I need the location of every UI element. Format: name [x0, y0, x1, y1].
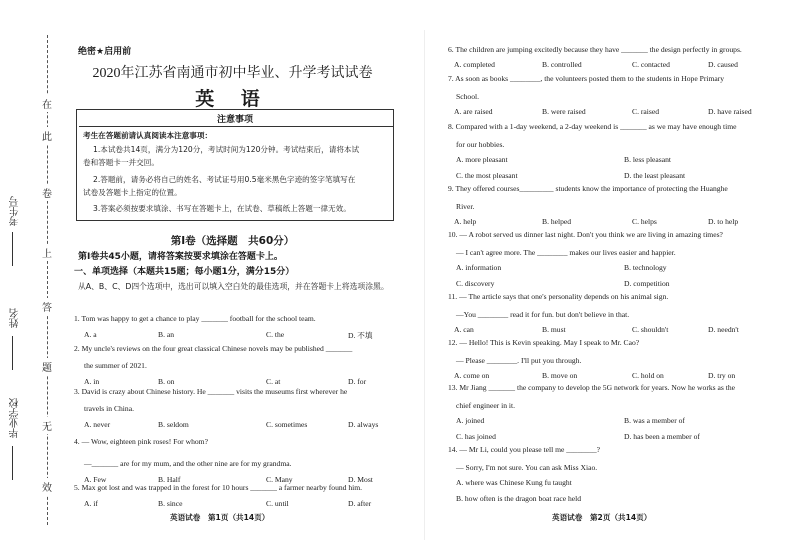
- volume-heading: 第Ⅰ卷（选择题 共60分）: [170, 235, 295, 247]
- question-stem: the summer of 2021.: [84, 361, 147, 370]
- answer-option[interactable]: A. where was Chinese Kung fu taught: [456, 478, 572, 487]
- answer-option[interactable]: B. helped: [542, 217, 572, 226]
- answer-option[interactable]: C. helps: [632, 217, 657, 226]
- answer-option[interactable]: B. since: [158, 499, 183, 508]
- binding-strip: [0, 0, 62, 560]
- question-stem: River.: [456, 202, 475, 211]
- answer-option[interactable]: D. needn't: [708, 325, 739, 334]
- question-stem: 8. Compared with a 1-day weekend, a 2-day weekend is _______ as we may have enough time: [448, 122, 737, 131]
- exam-title: 2020年江苏省南通市初中毕业、升学考试试卷: [92, 66, 373, 81]
- question-stem: 3. David is crazy about Chinese history. He _______ visits the museums first wherever he: [74, 387, 348, 396]
- answer-option[interactable]: A. are raised: [454, 107, 493, 116]
- binding-char: 效: [42, 478, 52, 495]
- answer-option[interactable]: B. were raised: [542, 107, 586, 116]
- answer-option[interactable]: A. come on: [454, 371, 490, 380]
- question-stem: — Sorry, I'm not sure. You can ask Miss Xiao.: [456, 463, 598, 472]
- answer-option[interactable]: D. try on: [708, 371, 736, 380]
- question-stem: 2. My uncle's reviews on the four great classical Chinese novels may be published _______: [74, 344, 353, 353]
- volume-note: 第Ⅰ卷共45小题，请将答案按要求填涂在答题卡上。: [78, 252, 283, 262]
- name-field[interactable]: [12, 336, 13, 370]
- answer-option[interactable]: C. until: [266, 499, 289, 508]
- answer-option[interactable]: D. for: [348, 377, 367, 386]
- question-stem: 6. The children are jumping excitedly because they have _______ the design perfectly in groups.: [448, 45, 742, 54]
- question-stem: 10. — A robot served us dinner last night. Don't you think we are living in amazing times?: [448, 230, 723, 239]
- question-stem: chief engineer in it.: [456, 401, 516, 410]
- notice-line: 卷和答题卡一并交回。: [83, 158, 159, 167]
- answer-option[interactable]: C. the: [266, 330, 285, 339]
- question-stem: 9. They offered courses_________ students know the importance of protecting the Huanghe: [448, 184, 728, 193]
- question-stem: — I can't agree more. The ________ makes our lives easier and happier.: [456, 248, 676, 257]
- answer-option[interactable]: B. seldom: [158, 420, 189, 429]
- exam-number-label: 考生号: [10, 196, 21, 226]
- question-stem: — Please ________. I'll put you through.: [456, 356, 582, 365]
- question-stem: 5. Max got lost and was trapped in the forest for 10 hours _______ a farmer nearby found him.: [74, 483, 363, 492]
- question-stem: 12. — Hello! This is Kevin speaking. May I speak to Mr. Cao?: [448, 338, 640, 347]
- notice-heading: 注意事项: [216, 115, 253, 125]
- answer-option[interactable]: C. hold on: [632, 371, 664, 380]
- answer-option[interactable]: D. after: [348, 499, 372, 508]
- binding-char: 在: [42, 95, 52, 112]
- answer-option[interactable]: D. Most: [348, 475, 373, 484]
- confidential-mark: 绝密★启用前: [78, 47, 132, 57]
- page-1: [70, 0, 395, 560]
- notice-line: 1.本试卷共14页，满分为120分，考试时间为120分钟。考试结束后，请将本试: [93, 145, 360, 154]
- binding-char: 此: [42, 127, 52, 144]
- notice-divider: [79, 126, 393, 127]
- answer-option[interactable]: B. must: [542, 325, 566, 334]
- page-footer: 英语试卷 第1页（共14页）: [170, 513, 270, 522]
- school-field[interactable]: [12, 446, 13, 480]
- question-stem: 11. — The article says that one's personality depends on his animal sign.: [448, 292, 669, 301]
- answer-option[interactable]: B. technology: [624, 263, 667, 272]
- question-stem: 13. Mr Jiang _______ the company to develop the 5G network for years. Now he works as the: [448, 383, 736, 392]
- answer-option[interactable]: D. has been a member of: [624, 432, 700, 441]
- answer-option[interactable]: D. caused: [708, 60, 738, 69]
- section-instruction: 从A、B、C、D四个选项中，选出可以填入空白处的最佳选项，并在答题卡上将选项涂黑。: [78, 282, 389, 291]
- answer-option[interactable]: B. how often is the dragon boat race held: [456, 494, 582, 503]
- answer-option[interactable]: D. the least pleasant: [624, 171, 686, 180]
- answer-option[interactable]: A. a: [84, 330, 97, 339]
- subject-title: 英 语: [195, 88, 270, 110]
- answer-option[interactable]: A. if: [84, 499, 98, 508]
- binding-char: 上: [42, 244, 52, 261]
- answer-option[interactable]: C. raised: [632, 107, 659, 116]
- name-label: 姓名: [10, 308, 21, 328]
- answer-option[interactable]: B. was a member of: [624, 416, 685, 425]
- binding-char: 卷: [42, 184, 52, 201]
- question-stem: 14. — Mr Li, could you please tell me ________?: [448, 445, 601, 454]
- answer-option[interactable]: C. discovery: [456, 279, 495, 288]
- answer-option[interactable]: A. more pleasant: [456, 155, 508, 164]
- binding-char: 题: [42, 358, 52, 375]
- answer-option[interactable]: A. in: [84, 377, 100, 386]
- exam-number-field[interactable]: [12, 232, 13, 266]
- answer-option[interactable]: D. to help: [708, 217, 739, 226]
- notice-line: 2.答题前，请务必将自己的姓名、考试证号用0.5毫米黑色字迹的签字笔填写在: [93, 175, 356, 184]
- page-footer: 英语试卷 第2页（共14页）: [552, 513, 652, 522]
- answer-option[interactable]: C. the most pleasant: [456, 171, 518, 180]
- question-stem: for our hobbies.: [456, 140, 505, 149]
- answer-option[interactable]: D. 不填: [348, 331, 373, 340]
- answer-option[interactable]: A. never: [84, 420, 111, 429]
- section-title: 一、单项选择（本题共15题；每小题1分，满分15分）: [74, 267, 295, 277]
- question-stem: 1. Tom was happy to get a chance to play _______ football for the school team.: [74, 314, 316, 323]
- answer-option[interactable]: C. contacted: [632, 60, 670, 69]
- answer-option[interactable]: C. has joined: [456, 432, 496, 441]
- question-stem: —You ________ read it for fun. but don't believe in that.: [456, 310, 630, 319]
- answer-option[interactable]: D. have raised: [708, 107, 752, 116]
- answer-option[interactable]: A. help: [454, 217, 477, 226]
- answer-option[interactable]: B. controlled: [542, 60, 582, 69]
- answer-option[interactable]: A. joined: [456, 416, 485, 425]
- answer-option[interactable]: C. at: [266, 377, 281, 386]
- answer-option[interactable]: A. Few: [84, 475, 107, 484]
- question-stem: travels in China.: [84, 404, 134, 413]
- page-2: [448, 0, 763, 560]
- notice-line: 考生在答题前请认真阅读本注意事项：: [83, 131, 213, 140]
- school-label: 毕业学校: [10, 398, 21, 438]
- answer-option[interactable]: C. Many: [266, 475, 293, 484]
- answer-option[interactable]: B. move on: [542, 371, 578, 380]
- page-divider: [424, 30, 425, 540]
- answer-option[interactable]: A. completed: [454, 60, 495, 69]
- question-stem: School.: [456, 92, 479, 101]
- binding-char: 答: [42, 298, 52, 315]
- answer-option[interactable]: C. sometimes: [266, 420, 308, 429]
- answer-option[interactable]: B. Half: [158, 475, 181, 484]
- notice-line: 试卷及答题卡上指定的位置。: [83, 188, 182, 197]
- notice-box: [76, 109, 394, 221]
- answer-option[interactable]: B. less pleasant: [624, 155, 672, 164]
- notice-line: 3.答案必须按要求填涂、书写在答题卡上，在试卷、草稿纸上答题一律无效。: [93, 204, 351, 213]
- question-stem: 4. — Wow, eighteen pink roses! For whom?: [74, 437, 208, 446]
- answer-option[interactable]: C. shouldn't: [632, 325, 669, 334]
- answer-option[interactable]: B. on: [158, 377, 175, 386]
- answer-option[interactable]: D. competition: [624, 279, 670, 288]
- question-stem: 7. As soon as books ________, the volunteers posted them to the students in Hope Primary: [448, 74, 725, 83]
- answer-option[interactable]: D. always: [348, 420, 379, 429]
- answer-option[interactable]: A. can: [454, 325, 474, 334]
- binding-char: 无: [42, 417, 52, 434]
- question-stem: —_______ are for my mum, and the other nine are for my grandma.: [84, 459, 292, 468]
- answer-option[interactable]: A. information: [456, 263, 502, 272]
- answer-option[interactable]: B. an: [158, 330, 175, 339]
